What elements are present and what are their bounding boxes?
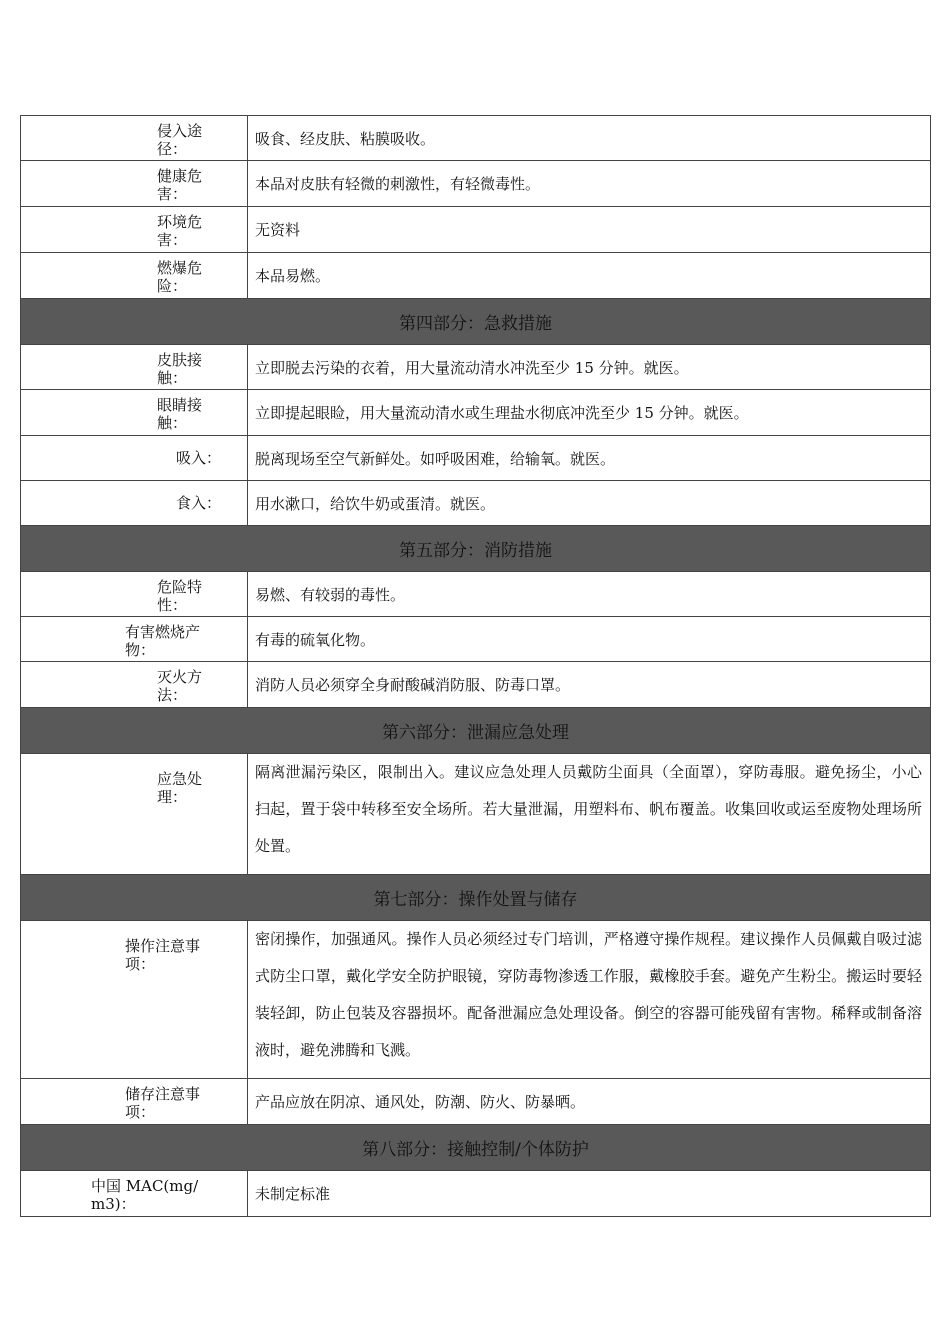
field-label-cell: [21, 390, 248, 435]
field-label: 健康危害：: [157, 167, 203, 203]
section-header: 第四部分：急救措施: [20, 299, 931, 345]
field-label: 眼睛接触：: [157, 396, 203, 432]
table-row: [20, 572, 931, 617]
field-value: 立即提起眼睑，用大量流动清水或生理盐水彻底冲洗至少 15 分钟。就医。: [255, 404, 749, 422]
table-row: [20, 115, 931, 161]
field-label-cell: [21, 921, 248, 1078]
field-label: 燃爆危险：: [157, 259, 203, 295]
field-value: 本品对皮肤有轻微的刺激性，有轻微毒性。: [255, 175, 541, 193]
field-value: 密闭操作，加强通风。操作人员必须经过专门培训，严格遵守操作规程。建议操作人员佩戴自吸过滤式防尘口罩，戴化学安全防护眼镜，穿防毒物渗透工作服，戴橡胶手套。避免产生粉尘。搬运时要轻装轻卸，防止包装及容器损坏。配备泄漏应急处理设备。倒空的容器可能残留有害物。稀释或制备溶液时，避免沸腾和飞溅。: [255, 930, 922, 1059]
field-label: 吸入：: [175, 449, 221, 467]
field-value: 易燃、有较弱的毒性。: [255, 585, 406, 604]
field-label-cell: [21, 754, 248, 874]
field-value: 立即脱去污染的衣着，用大量流动清水冲洗至少 15 分钟。就医。: [255, 358, 689, 377]
table-row: [20, 921, 931, 1079]
section-header: 第五部分：消防措施: [20, 526, 931, 572]
field-label: 应急处理：: [157, 770, 203, 806]
field-label-cell: [21, 481, 248, 525]
field-label-cell: [21, 345, 248, 389]
field-label: 操作注意事项：: [125, 937, 201, 973]
table-row: [20, 1171, 931, 1217]
field-label-cell: [21, 1079, 248, 1124]
field-label: 皮肤接触：: [157, 351, 203, 387]
table-row: [20, 754, 931, 875]
section-header: 第七部分：操作处置与储存: [20, 875, 931, 921]
field-value: 无资料: [255, 221, 301, 239]
field-value: 吸食、经皮肤、粘膜吸收。: [255, 129, 436, 148]
field-value: 隔离泄漏污染区，限制出入。建议应急处理人员戴防尘面具（全面罩），穿防毒服。避免扬尘，小心扫起，置于袋中转移至安全场所。若大量泄漏，用塑料布、帆布覆盖。收集回收或运至废物处理场所处置。: [255, 763, 922, 855]
table-row: [20, 161, 931, 207]
field-label-cell: [21, 116, 248, 160]
field-label: 有害燃烧产物：: [125, 623, 201, 659]
field-label-cell: [21, 617, 248, 661]
table-row: [20, 481, 931, 526]
field-label-cell: [21, 572, 248, 616]
field-label: 中国 MAC(mg/m3)：: [91, 1177, 199, 1213]
field-label: 灭火方法：: [157, 668, 203, 704]
field-value: 用水漱口，给饮牛奶或蛋清。就医。: [255, 494, 496, 513]
table-row: [20, 1079, 931, 1125]
msds-table: [20, 115, 931, 1217]
field-label-cell: [21, 253, 248, 298]
field-label: 储存注意事项：: [125, 1085, 201, 1121]
field-label-cell: [21, 207, 248, 252]
field-label: 侵入途径：: [157, 122, 203, 158]
field-label: 食入：: [175, 494, 221, 512]
field-value: 脱离现场至空气新鲜处。如呼吸困难，给输氧。就医。: [255, 449, 616, 468]
table-row: [20, 617, 931, 662]
field-label: 环境危害：: [157, 213, 203, 249]
section-header: 第八部分：接触控制/个体防护: [20, 1125, 931, 1171]
field-value: 消防人员必须穿全身耐酸碱消防服、防毒口罩。: [255, 676, 571, 694]
table-row: [20, 253, 931, 299]
section-header: 第六部分：泄漏应急处理: [20, 708, 931, 754]
field-label-cell: [21, 662, 248, 707]
table-row: [20, 662, 931, 708]
field-value: 有毒的硫氧化物。: [255, 630, 376, 649]
field-label: 危险特性：: [157, 578, 203, 614]
table-row: [20, 207, 931, 253]
field-label-cell: [21, 1171, 248, 1216]
field-label-cell: [21, 436, 248, 480]
field-value: 产品应放在阴凉、通风处，防潮、防火、防暴晒。: [255, 1093, 586, 1111]
table-row: [20, 390, 931, 436]
table-row: [20, 345, 931, 390]
table-row: [20, 436, 931, 481]
field-value: 未制定标准: [255, 1185, 331, 1203]
field-label-cell: [21, 161, 248, 206]
field-value: 本品易燃。: [255, 267, 331, 285]
